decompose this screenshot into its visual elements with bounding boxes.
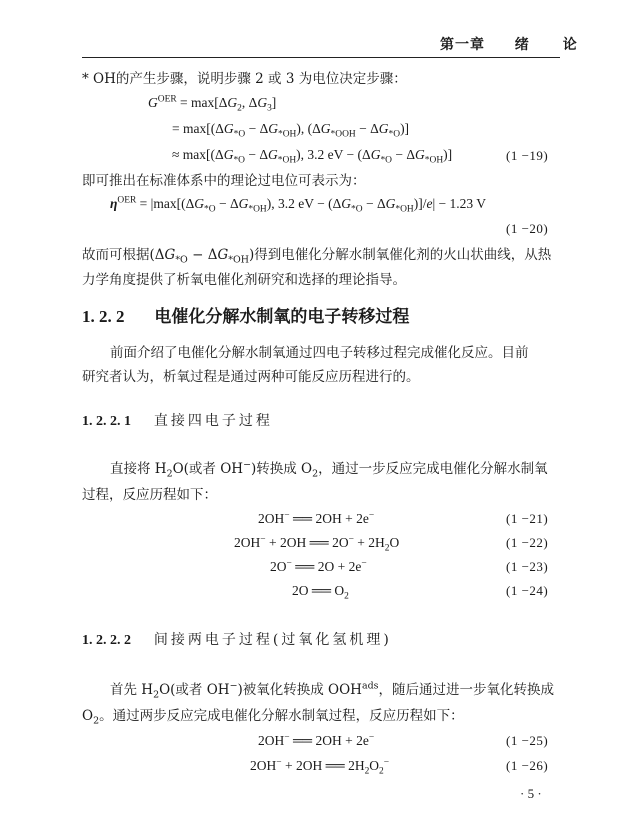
equation-number-1-24: (1 −24) — [506, 583, 549, 598]
equation-number-1-19: (1 −19) — [506, 148, 549, 163]
section-number: 1. 2. 2 — [82, 307, 125, 326]
reaction-1-23: 2O− ══ 2O + 2e− — [270, 558, 367, 574]
reaction-1-22: 2OH− + 2OH ══ $2O^- + 2H_2O$ — [234, 534, 400, 554]
equation-goer-line-2: = $\max[(\Delta G_{*O} - \Delta G_{*OH})$, $(\Delta G_{*OOH} - \Delta G_{*O})$] — [172, 121, 410, 140]
equation-goer-line-3: ≈ $\max[(\Delta G_{*O} - \Delta G_{*OH})$, 3.2 eV − $(\Delta G_{*O} - \Delta G_{*OH})$] — [172, 147, 453, 166]
running-header-title: 绪 论 — [514, 37, 587, 53]
equation-number-1-21: (1 −21) — [506, 511, 549, 526]
section-heading-1-2-2-1 — [82, 410, 273, 430]
equation-goer-line-1: $G^{OER} = \max[\Delta G_2$, $\Delta G_3$] — [148, 94, 277, 114]
section-title: 电催化分解水制氧的电子转移过程 — [154, 307, 410, 327]
equation-number-1-26: (1 −26) — [506, 758, 549, 773]
running-header-chapter: 第一章 — [440, 37, 485, 53]
section-heading-1-2-2-2 — [82, 629, 392, 649]
section-title: 直接四电子过程 — [153, 413, 273, 429]
reaction-1-21: 2OH− ══ 2OH + 2e− — [258, 510, 375, 526]
equation-eta: $\eta^{OER} = |\max[(\Delta G_{*O} - \Delta G_{*OH})$, 3.2 eV − $(\Delta G_{*O} - \Delta G_{*OH})]/e| - 1.23$ V — [110, 195, 487, 215]
conclusion-line-1: 故而可根据$(\Delta G_{*O} - \Delta G_{*OH})$得到电催化分解水制氧催化剂的火山状曲线，从热 — [82, 247, 552, 266]
section-heading-1-2-2 — [82, 302, 409, 327]
equation-number-1-20: (1 −20) — [506, 221, 549, 236]
paragraph-1-2-2-line-2: 研究者认为，析氧过程是通过两种可能反应历程进行的。 — [82, 369, 420, 385]
equation-number-1-25: (1 −25) — [506, 733, 549, 748]
paragraph-1-2-2-1-line-1: 直接将 $H_2O$(或者 OH−)转换成 $O_2$，通过一步反应完成电催化分解水制氧 — [110, 459, 548, 480]
paragraph-1-2-2-2-line-2: $O_2$。通过两步反应完成电催化分解水制氧过程，反应历程如下： — [82, 708, 464, 727]
paragraph-1-2-2-1-line-2: 过程，反应历程如下： — [82, 487, 217, 503]
equation-number-1-23: (1 −23) — [506, 559, 549, 574]
section-number: 1. 2. 2. 1 — [82, 414, 131, 429]
equation-number-1-22: (1 −22) — [506, 535, 549, 550]
paragraph-1-2-2-line-1: 前面介绍了电催化分解水制氧通过四电子转移过程完成催化反应。目前 — [110, 345, 529, 361]
section-number: 1. 2. 2. 2 — [82, 633, 131, 648]
derive-line: 即可推出在标准体系中的理论过电位可表示为： — [82, 173, 366, 189]
section-title: 间接两电子过程(过氧化氢机理) — [153, 632, 392, 648]
reaction-1-26: 2OH− + 2OH ══ $2H_2O_2^-$ — [250, 757, 390, 777]
header-rule — [82, 57, 560, 58]
intro-line: * OH的产生步骤，说明步骤 2 或 3 为电位决定步骤： — [82, 71, 407, 87]
reaction-1-24: 2O ══ $O_2$ — [292, 583, 349, 602]
paragraph-1-2-2-2-line-1: 首先 $H_2O$(或者 OH−)被氧化转换成 $OOH^{ads}$，随后通过进一步氧化转换成 — [110, 680, 554, 701]
running-header — [440, 34, 587, 54]
page-number: · 5 · — [520, 786, 542, 801]
conclusion-line-2: 力学角度提供了析氧电催化剂研究和选择的理论指导。 — [82, 272, 406, 288]
reaction-1-25: 2OH− ══ 2OH + 2e− — [258, 732, 375, 748]
